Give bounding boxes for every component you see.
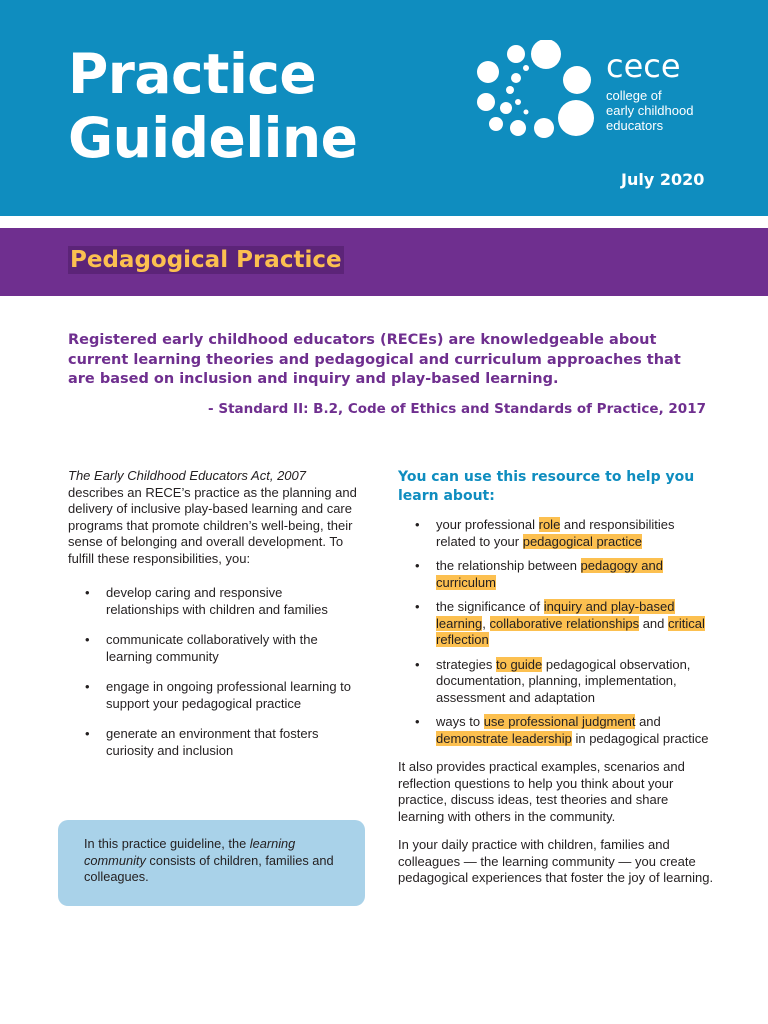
publication-date: July 2020 <box>621 170 705 189</box>
list-item <box>398 714 716 747</box>
cece-logo-circles-icon <box>474 40 594 140</box>
list-item <box>398 599 716 649</box>
learning-community-note <box>58 820 365 906</box>
list-text: pedagogical observation, documentation, planning, implementation, assessment and adaptation <box>436 656 691 705</box>
standard-quote: Registered early childhood educators (RECEs) are knowledgeable about current learning theories and pedagogical and curriculum approaches that are based on inclusion and inquiry and play-based learning. <box>68 332 681 387</box>
standard-citation: - Standard II: B.2, Code of Ethics and Standards of Practice, 2017 <box>208 401 706 417</box>
title-line-2: Guideline <box>68 106 358 170</box>
highlight: pedagogy and curriculum <box>436 558 663 590</box>
responsibilities-list <box>68 585 358 759</box>
list-item <box>398 558 716 591</box>
intro-paragraph <box>68 468 358 567</box>
highlight: to guide <box>495 656 543 672</box>
page-title <box>68 42 358 170</box>
list-text: your professional <box>436 517 539 532</box>
list-item: • engage in ongoing professional learning to support your pedagogical practice <box>68 679 358 712</box>
note-text: In this practice guideline, the <box>84 836 250 851</box>
logo-sub-line-1: college of <box>606 88 662 103</box>
right-column <box>398 468 716 887</box>
daily-practice-paragraph: In your daily practice with children, families and colleagues — the learning community — you create pedagogical experiences that foster the joy of learning. <box>398 837 714 885</box>
highlight: critical reflection <box>436 615 705 647</box>
list-text: , <box>482 615 490 631</box>
list-item <box>398 517 716 550</box>
list-text: ways to <box>436 714 484 729</box>
list-item <box>398 657 716 707</box>
examples-paragraph: It also provides practical examples, scenarios and reflection questions to help you think about your practice, discuss ideas, test theories and share learning with others in the community. <box>398 759 685 824</box>
logo-sub-line-3: educators <box>606 118 664 133</box>
act-title: The Early Childhood Educators Act, 2007 <box>68 468 306 483</box>
list-text: and <box>639 615 669 631</box>
list-text: the relationship between <box>436 558 581 573</box>
title-line-1: Practice <box>68 42 317 106</box>
list-text: strategies <box>436 656 496 672</box>
resource-heading: You can use this resource to help you learn about: <box>398 469 695 504</box>
list-item: • communicate collaboratively with the learning community <box>68 632 358 665</box>
note-emphasis: learning community <box>84 836 296 868</box>
logo-wordmark: cece <box>606 47 681 85</box>
list-text: and <box>635 714 661 729</box>
highlight: demonstrate leadership <box>436 730 572 746</box>
section-subtitle: Pedagogical Practice <box>70 247 342 273</box>
logo-subtitle <box>606 88 736 133</box>
left-column <box>68 468 358 773</box>
list-item: • generate an environment that fosters curiosity and inclusion <box>68 726 358 759</box>
highlight: use professional judgment <box>483 714 636 729</box>
learn-about-list <box>398 517 716 747</box>
logo-sub-line-2: early childhood <box>606 103 694 118</box>
highlight: role <box>538 517 561 532</box>
list-text: and responsibilities related to your <box>436 517 675 549</box>
highlight: collaborative relationships <box>489 615 640 631</box>
highlight: pedagogical practice <box>522 533 642 549</box>
note-text: consists of children, families and colleagues. <box>84 852 334 884</box>
list-text: the significance of <box>436 599 544 614</box>
highlight: inquiry and play-based learning <box>436 599 675 631</box>
list-item: • develop caring and responsive relationships with children and families <box>68 585 358 618</box>
list-text: in pedagogical practice <box>571 730 709 746</box>
intro-text: describes an RECE’s practice as the planning and delivery of inclusive play-based learning and care programs that promote children’s well-being, their sense of belonging and overall development. To fulfill these responsibilities, you: <box>68 484 357 566</box>
